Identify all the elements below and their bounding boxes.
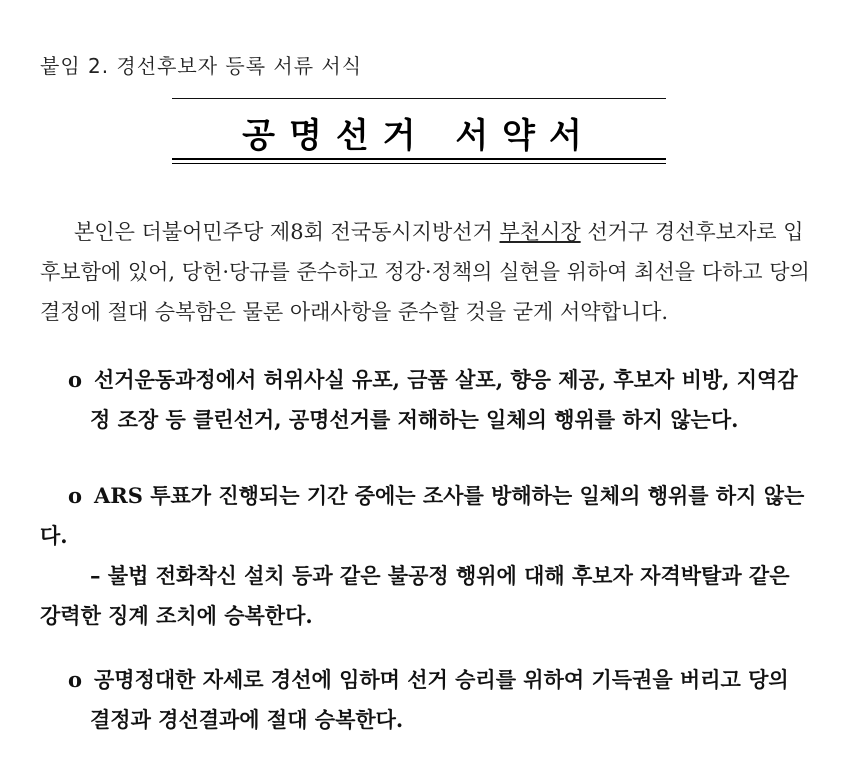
bullet-circle-icon: o xyxy=(68,367,83,392)
pledge-item-2-sub-line-2: 강력한 징계 조치에 승복한다. xyxy=(40,603,313,628)
pledge-item-3 xyxy=(40,660,820,740)
document-title: 공명선거 서약서 xyxy=(242,116,596,156)
title-top-rule xyxy=(172,98,666,99)
pledge-intro-paragraph xyxy=(40,212,820,332)
intro-line-1 xyxy=(40,212,820,252)
attachment-label: 붙임 2. 경선후보자 등록 서류 서식 xyxy=(40,54,363,78)
intro-line-1-pre: 본인은 더불어민주당 제8회 전국동시지방선거 xyxy=(74,220,500,244)
intro-line-3: 결정에 절대 승복함은 물론 아래사항을 준수할 것을 굳게 서약합니다. xyxy=(40,300,669,324)
pledge-item-2-sub-line-1: – 불법 전화착신 설치 등과 같은 불공정 행위에 대해 후보자 자격박탈과 같은 xyxy=(90,563,790,588)
intro-line-1-post: 선거구 경선후보자로 입 xyxy=(580,220,804,244)
bullet-circle-icon: o xyxy=(68,667,83,692)
bullet-circle-icon: o xyxy=(68,483,83,508)
pledge-item-3-line-2: 결정과 경선결과에 절대 승복한다. xyxy=(90,707,404,732)
pledge-item-2-line-1: o ARS 투표가 진행되는 기간 중에는 조사를 방해하는 일체의 행위를 하지 않는 xyxy=(40,476,820,516)
pledge-item-2 xyxy=(40,476,820,636)
pledge-item-3-line-1: o 공명정대한 자세로 경선에 임하며 선거 승리를 위하여 기득권을 버리고 당의 xyxy=(40,660,820,700)
pledge-item-1 xyxy=(40,360,820,440)
pledge-item-2-line-2: 다. xyxy=(40,523,68,548)
pledge-item-1-line-1: o 선거운동과정에서 허위사실 유포, 금품 살포, 향응 제공, 후보자 비방, 지역감 xyxy=(40,360,820,400)
intro-line-2: 후보함에 있어, 당헌·당규를 준수하고 정강·정책의 실현을 위하여 최선을 다하고 당의 xyxy=(40,260,810,284)
title-bottom-double-rule xyxy=(172,158,666,164)
pledge-item-1-line-2: 정 조장 등 클린선거, 공명선거를 저해하는 일체의 행위를 하지 않는다. xyxy=(90,407,739,432)
constituency-name: 부천시장 xyxy=(499,220,581,244)
